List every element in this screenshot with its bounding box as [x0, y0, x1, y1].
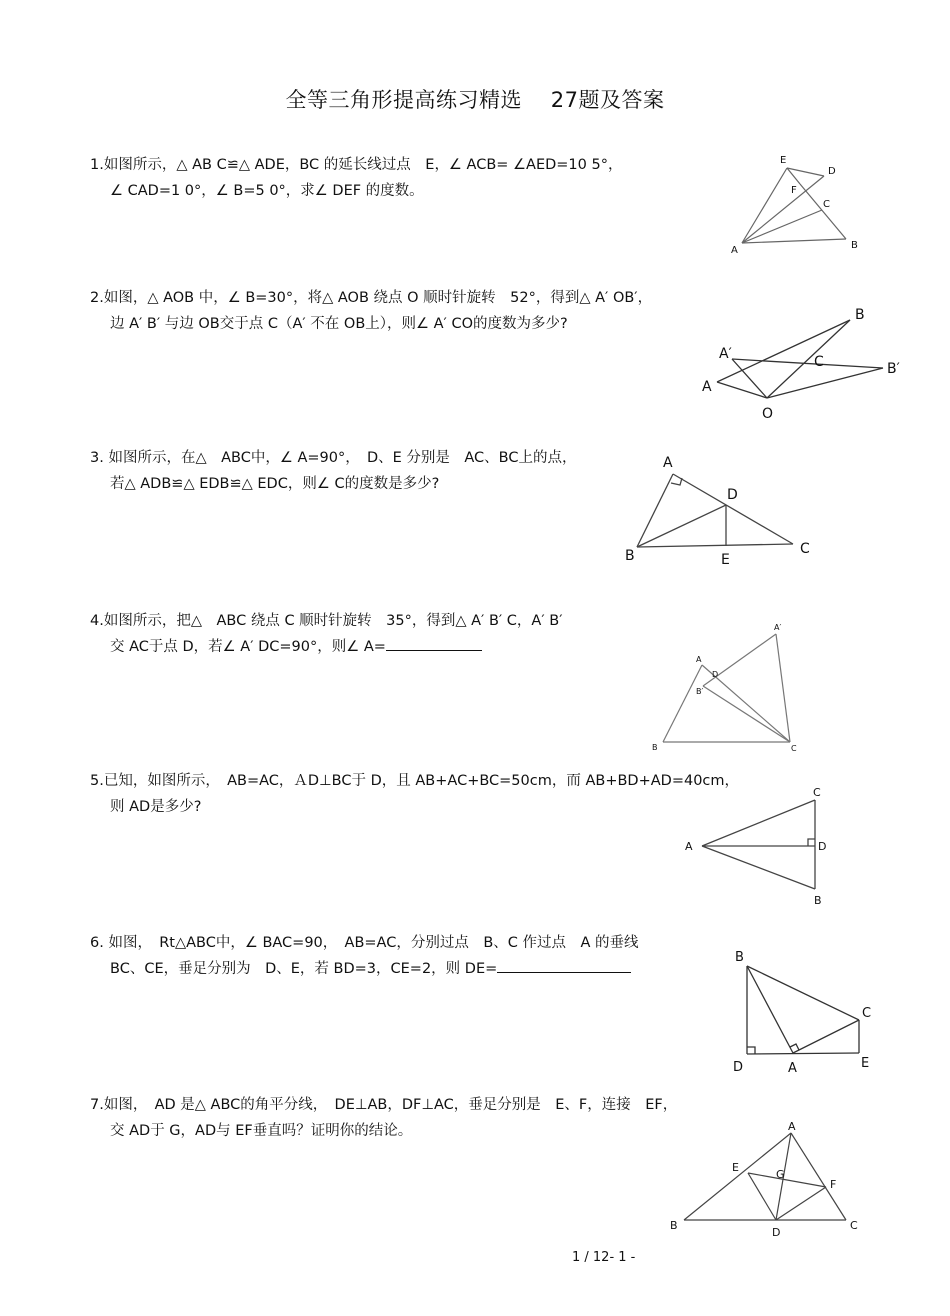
problem-2-line2: 边 A′ B′ 与边 OB交于点 C（A′ 不在 OB上），则∠ A′ CO的度数为多少? [110, 316, 568, 332]
fig7-label-C: C [850, 1219, 858, 1232]
fig6-label-A: A [788, 1061, 797, 1076]
fig1-label-A: A [731, 245, 738, 256]
fig4-label-B: B [652, 743, 658, 752]
fig1-label-B: B [851, 240, 858, 251]
problem-7-line1: 7.如图， AD 是△ ABC的角平分线， DE⊥AB，DF⊥AC，垂足分别是 E、F，连接 EF， [90, 1097, 678, 1113]
problem-5 [90, 768, 770, 820]
fig7-label-B: B [670, 1219, 678, 1232]
problem-3-line1: 3. 如图所示，在△ ABC中，∠ A=90°， D、E 分别是 AC、BC上的点， [90, 450, 577, 466]
fig1-label-C: C [823, 199, 830, 210]
figure-6 [725, 945, 885, 1080]
fig6-label-D: D [733, 1060, 744, 1075]
fig7-label-G: G [776, 1168, 785, 1181]
fig7-label-F: F [830, 1178, 837, 1191]
problem-7-line2: 交 AD于 G，AD与 EF垂直吗？证明你的结论。 [110, 1123, 413, 1139]
problem-6-line1: 6. 如图， Rt△ABC中，∠ BAC=90， AB=AC，分别过点 B、C 作过点 A 的垂线 [90, 935, 639, 951]
fig2-label-B1: B′ [887, 361, 900, 377]
figure-3 [615, 450, 825, 570]
figure-5 [680, 782, 840, 912]
problem-7 [90, 1092, 730, 1144]
problem-2 [90, 285, 730, 337]
problem-6-line2: BC、CE，垂足分别为 D、E，若 BD=3，CE=2，则 DE= [110, 961, 498, 977]
fig4-label-C: C [791, 744, 797, 753]
problem-1-line1: 1.如图所示，△ AB C≌△ ADE，BC 的延长线过点 E，∠ ACB= ∠AED=10 5°， [90, 157, 623, 173]
page-footer: 1 / 12- 1 - [572, 1250, 636, 1265]
problem-5-line1: 5.已知，如图所示， AB=AC，ＡD⊥BC于 D，且 AB+AC+BC=50cm，而 AB+BD+AD=40cm， [90, 773, 740, 789]
fig6-label-E: E [861, 1056, 870, 1071]
answer-blank-4[interactable] [386, 636, 482, 651]
fig6-label-C: C [862, 1006, 872, 1021]
problem-5-line2: 则 AD是多少? [110, 799, 202, 815]
fig4-label-A1: A′ [774, 623, 782, 632]
fig7-label-A: A [788, 1120, 796, 1133]
fig4-label-B1: B′ [696, 687, 704, 696]
fig6-label-B: B [735, 950, 744, 965]
fig2-label-A1: A′ [719, 346, 732, 362]
fig3-label-B: B [625, 548, 635, 564]
fig3-label-C: C [800, 541, 810, 557]
fig7-label-E: E [732, 1161, 739, 1174]
fig1-label-D: D [828, 166, 836, 177]
problem-1 [90, 152, 730, 204]
fig2-label-B: B [855, 307, 865, 323]
fig5-label-B: B [814, 894, 822, 907]
fig1-label-E: E [780, 155, 787, 166]
fig2-label-O: O [762, 406, 774, 422]
fig2-label-C: C [814, 354, 824, 370]
fig7-label-D: D [772, 1226, 781, 1239]
fig4-label-A: A [696, 655, 702, 664]
problem-2-line1: 2.如图，△ AOB 中，∠ B=30°，将△ AOB 绕点 O 顺时针旋转 52°，得到△ A′ OB′， [90, 290, 653, 306]
fig3-label-A: A [663, 455, 673, 471]
problem-1-line2: ∠ CAD=1 0°，∠ B=5 0°，求∠ DEF 的度数。 [110, 183, 424, 199]
figure-1 [720, 150, 870, 260]
problem-4 [90, 608, 730, 660]
fig2-label-A: A [702, 379, 712, 395]
fig5-label-A: A [685, 840, 693, 853]
problem-4-line1: 4.如图所示，把△ ABC 绕点 C 顺时针旋转 35°，得到△ A′ B′ C，A′ B′ [90, 613, 563, 629]
fig3-label-E: E [721, 552, 730, 568]
problem-6 [90, 930, 730, 982]
problem-3-line2: 若△ ADB≌△ EDB≌△ EDC，则∠ C的度数是多少? [110, 476, 440, 492]
answer-blank-6[interactable] [497, 958, 631, 973]
fig5-label-C: C [813, 786, 821, 799]
figure-7 [660, 1115, 870, 1245]
page-title: 全等三角形提高练习精选 27题及答案 [285, 88, 665, 112]
fig3-label-D: D [727, 487, 738, 503]
problem-4-line2: 交 AC于点 D，若∠ A′ DC=90°，则∠ A= [110, 639, 386, 655]
fig4-label-D: D [712, 670, 719, 679]
figure-4 [640, 620, 820, 760]
fig5-label-D: D [818, 840, 827, 853]
figure-2 [695, 300, 915, 430]
fig1-label-F: F [791, 185, 797, 196]
